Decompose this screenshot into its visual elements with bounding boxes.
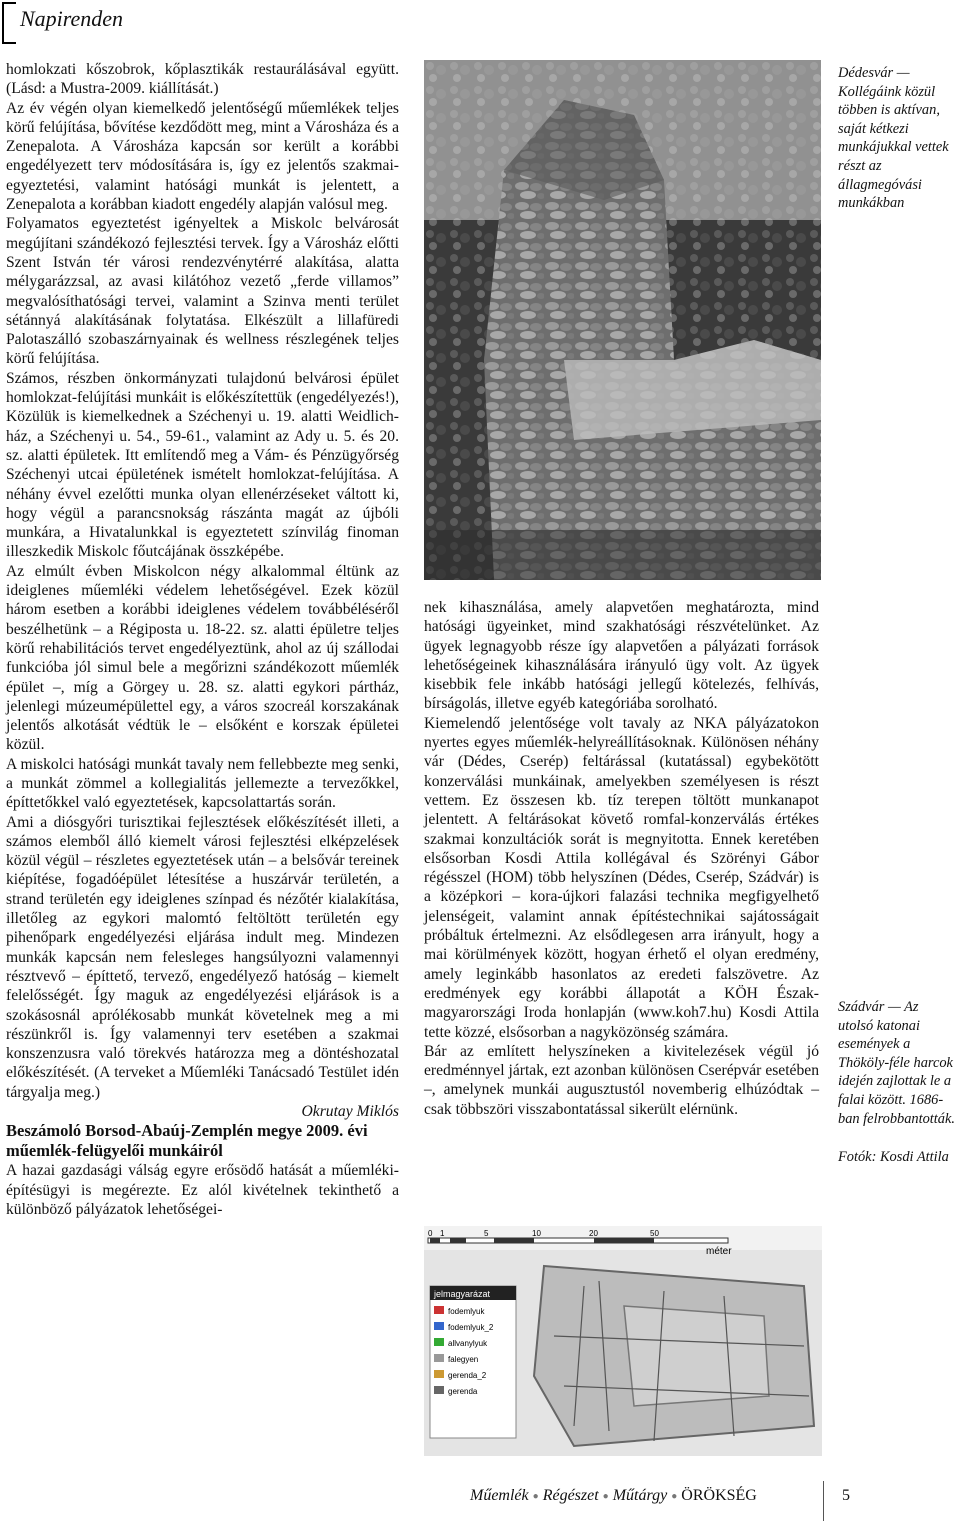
legend-title: jelmagyarázat: [434, 1289, 491, 1299]
footer-divider: [823, 1481, 824, 1521]
caption-dedesvar: Dédesvár — Kollégáink közül többen is aktívan, saját kétkezi munkájukkal vettek részt az állagmegóvási munkákban: [838, 65, 949, 212]
page-number: 5: [842, 1487, 850, 1504]
legend-item: fodemlyuk_2: [448, 1323, 494, 1332]
legend-item: gerenda: [448, 1387, 478, 1396]
middle-column: [424, 598, 819, 1119]
paragraph: A miskolci hatósági munkát tavaly nem fellebbezte meg senki, a munkát zömmel a kollegialitás jellemezte a tervezőkkel, építtetőkkel való egyeztetések, kapcsolattartás során.: [6, 755, 399, 812]
footer-item: Műtárgy: [612, 1487, 668, 1504]
bullet-icon: ●: [532, 1490, 539, 1502]
footer-brand: ÖRÖKSÉG: [681, 1487, 757, 1504]
scale-label: 50: [650, 1229, 659, 1238]
scale-label: 10: [532, 1229, 541, 1238]
header-bracket: [2, 2, 16, 44]
legend-item: fodemlyuk: [448, 1307, 485, 1316]
legend-item: gerenda_2: [448, 1371, 487, 1380]
photo-credit: Fotók: Kosdi Attila: [838, 1149, 949, 1166]
legend-item: falegyen: [448, 1355, 479, 1364]
page-footer: [470, 1487, 860, 1511]
paragraph: Ami a diósgyőri turisztikai fejlesztések előkészítését illeti, a számos elemből álló kiemelt városi fejlesztési elképzelések közül végül – részletes egyeztetések után – a belsővár tereinek kiépítése, fogadóépület létesítése a huszárvár területén, a strand területén egy ideiglenes színpad és nézőtér kialakítása, illetőleg az egykori malomtó feltöltött területén egy pihenőpark engedélyezési eljárása indult meg. Mindezen munkák kapcsán nem felesleges hangsúlyozni valamennyi résztvevő – építtető, tervező, engedélyező hatóság – kiemelt felelősségét. Így maguk az engedélyezési eljárások is a szokásosnál aprólékosabb munkát követelnek meg a mi részünkről is. Így valamennyi terv esetében a szakmai konszenzusra való törekvés határozza meg a döntéshozatal előkészítését. (A terveket a Műemléki Tanácsadó Testület idén tárgyalja meg.): [6, 813, 399, 1101]
scale-label: 0: [428, 1229, 433, 1238]
footer-item: Műemlék: [470, 1487, 529, 1504]
footer-item: Régészet: [542, 1487, 599, 1504]
left-column: [6, 60, 399, 1219]
legend: [430, 1286, 516, 1438]
bullet-icon: ●: [671, 1490, 678, 1502]
paragraph: Az elmúlt évben Miskolcon négy alkalommal éltünk az ideiglenes műemléki védelem lehetőségével. Ezek közül három esetben a korábbi ideiglenes védelem továbbéléséről beszélhetünk – a Régiposta u. 18-22. sz. alatti épületre teljes körű rehabilitációs tervet engedélyeztünk, ahol az új szállodai funkcióba jól simul bele a megőrizni szándékozott műemlék épület –, míg a Görgey u. 28. sz. alatti egykori pártház, jelenlegi múzeumépülettel egy, a város szocreál korszakának jelentős alkotását védtük le – elsőként e korszak épületei közül.: [6, 562, 399, 754]
paragraph: Az év végén olyan kiemelkedő jelentőségű műemlékek teljes körű felújítása, bővítése kezdődött meg, mint a Városháza és a Zenepalota. A Városháza kapcsán sor került a korábbi engedélyezett terv módosítására is, így ez jelentős szakmai-egyeztetési, valamint hatósági munkát is jelentett, a Zenepalota a korábban kiadott engedély alapján valósul meg.: [6, 99, 399, 214]
photo-dedesvar: [424, 60, 821, 580]
author-signature: Okrutay Miklós: [301, 1103, 399, 1121]
paragraph: Bár az említett helyszíneken a kivitelezések végül jó eredménnyel jártak, ezt azonban különösen Cserépvár esetében –, amelynek munkái augusztustól novemberig elhúzódtak – csak többszöri visszabontatással sikerült elérnünk.: [424, 1042, 819, 1118]
paragraph: homlokzati kőszobrok, kőplasztikák restaurálásával együtt. (Lásd: a Mustra-2009. kiállítását.): [6, 61, 399, 98]
article-intro: A hazai gazdasági válság egyre erősödő hatását a műemléki-építésügyi is megérezte. Ez alól kivételnek tekinthető a különböző pályázatok lehetőségei-: [6, 1162, 399, 1218]
legend-item: allvanylyuk: [448, 1339, 488, 1348]
scale-label: 5: [484, 1229, 489, 1238]
section-title: Napirenden: [20, 6, 124, 31]
paragraph: Számos, részben önkormányzati tulajdonú belvárosi épület homlokzat-felújítási munkáit is előkészítettük (engedélyezés!), Közülük is kiemelkednek a Széchenyi u. 19. alatti Weidlich-ház, a Széchenyi u. 54., 59-61., valamint az Ady u. 5. és 20. sz. alatti épületek. Itt említendő meg a Vám- és Pénzügyőrség Széchenyi utcai épületének ismételt homlokzat-felújítása. A néhány évvel ezelőtti munka olyan ellenérzéseket váltott ki, hogy végül a parancsnokság rászánta magát az újbóli munkára, a Hivatalunkkal is egyeztetett színvilág finoman illeszkedik Miskolc főutcájának összképébe.: [6, 369, 399, 561]
scale-label: méter: [706, 1246, 732, 1257]
caption-szadvar: [838, 998, 956, 1167]
scale-label: 1: [440, 1229, 445, 1238]
paragraph: nek kihasználása, amely alapvetően meghatározta, mind hatósági ügyeinket, mind szakhatósági részvételünket. Az ügyek legnagyobb része így alapvetően a pályázati források lehetőségeinek kihasználására irányuló ügy volt. Az ügyek kisebbik fele inkább hatósági jellegű kötelezés, felhívás, bírságolás, illetve egyéb kategóriába sorolható.: [424, 599, 819, 713]
caption-szadvar-text: Szádvár — Az utolsó katonai események a Thököly-féle harcok idején zajlottak le a falai között. 1686-ban felrobbantották.: [838, 999, 955, 1127]
scale-label: 20: [589, 1229, 598, 1238]
site-plan-szadvar: [424, 1226, 822, 1456]
paragraph: Kiemelendő jelentősége volt tavaly az NKA pályázatokon nyertes egyes műemlék-helyreállításoknak. Különösen néhány vár (Dédes, Cserép) feltárással (kutatással) egybekötött konzerválási munkáinak, amelyekben személyesen is részt vettem. Ez összesen kb. tíz terepen töltött munkanapot jelentett. A feltárásokat követő romfal-konzerválás értékes szakmai konzultációk sorát is megnyitotta. Ennek keretében elsősorban Kosdi Attila kollégával és Szörényi Gábor régésszel (HOM) több helyszínen (Dédes, Cserép, Szádvár) is a középkori – kora-újkori falazási technika megfigyelhető jelenségeit, valamint annak építéstechnikai sajátosságait próbáltuk értelmezni. Az elsődlegesen arra irányult, hogy a mai körülmények között, hogyan érhető el olyan eredmény, amely leginkább hasonlatos az eredeti falszövetre. Az eredmények egy korábbi állapotát a KÖH Észak-magyarországi Iroda honlapján (www.koh7.hu) Kosdi Attila tette közzé, elsősorban a nagyközönség számára.: [424, 714, 819, 1041]
paragraph: Folyamatos egyeztetést igényeltek a Miskolc belvárosát megújítani szándékozó fejlesztési tervek. Így a Városház előtti Szent István tér városi rendezvénytérré alakítása, alatta mélygarázzsal, az avasi kilátóhoz vezető „ferde villamos” megvalósíthatósági tervei, valamint a Szinva menti terület sétánnyá alakításának folytatása. Elkészült a lillafüredi Palotaszálló szobaszárnyainak és wellness részlegének teljes körű felújítása.: [6, 215, 399, 368]
article-title: Beszámoló Borsod-Abaúj-Zemplén megye 2009. évi műemlék-felügyelői munkáiról: [6, 1121, 368, 1161]
bullet-icon: ●: [602, 1490, 609, 1502]
